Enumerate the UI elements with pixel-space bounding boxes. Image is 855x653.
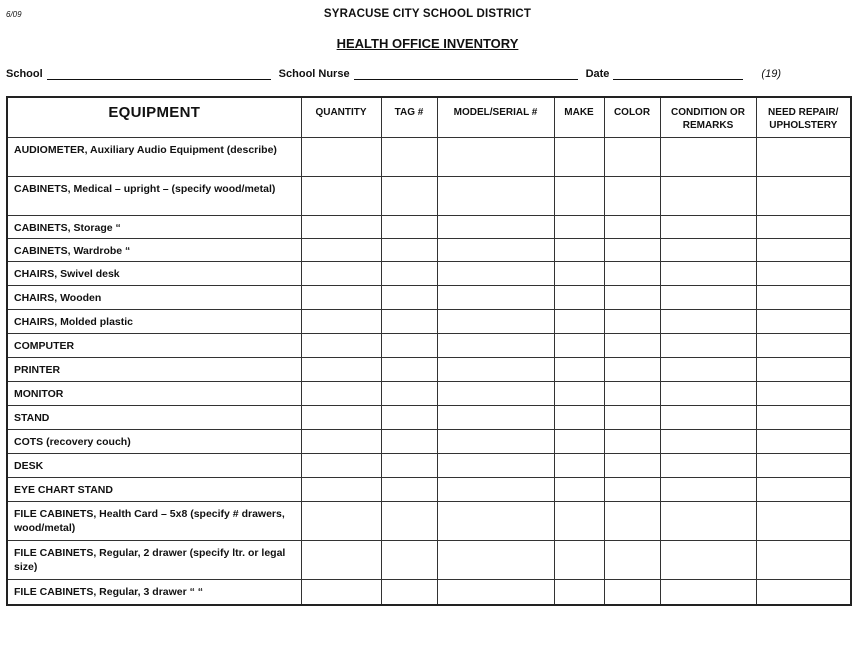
date-label: Date [585,68,610,80]
equipment-name: FILE CABINETS, Health Card – 5x8 (specify # drawers, wood/metal) [7,502,301,541]
model-serial-cell[interactable] [437,382,554,406]
model-serial-cell[interactable] [437,239,554,262]
condition-cell[interactable] [660,541,756,580]
equipment-name: CHAIRS, Wooden [7,286,301,310]
table-row [7,286,851,310]
need-repair-cell[interactable] [756,334,851,358]
color-cell[interactable] [604,310,660,334]
quantity-cell[interactable] [301,138,381,177]
make-cell[interactable] [554,406,604,430]
need-repair-cell[interactable] [756,239,851,262]
color-cell[interactable] [604,262,660,286]
quantity-cell[interactable] [301,310,381,334]
color-cell[interactable] [604,406,660,430]
table-row [7,382,851,406]
condition-cell[interactable] [660,382,756,406]
make-cell[interactable] [554,177,604,216]
color-cell[interactable] [604,430,660,454]
color-cell[interactable] [604,216,660,239]
model-serial-cell[interactable] [437,334,554,358]
model-serial-cell[interactable] [437,262,554,286]
table-row [7,541,851,580]
equipment-name: DESK [7,454,301,478]
make-cell[interactable] [554,286,604,310]
quantity-cell[interactable] [301,478,381,502]
equipment-name: CHAIRS, Swivel desk [7,262,301,286]
condition-cell[interactable] [660,334,756,358]
model-serial-cell[interactable] [437,216,554,239]
table-row [7,216,851,239]
model-serial-cell[interactable] [437,430,554,454]
tag-cell[interactable] [381,286,437,310]
need-repair-cell[interactable] [756,310,851,334]
equipment-name: CABINETS, Wardrobe “ [7,239,301,262]
quantity-cell[interactable] [301,541,381,580]
table-row [7,239,851,262]
column-header-tag: TAG # [381,97,437,138]
condition-cell[interactable] [660,406,756,430]
tag-cell[interactable] [381,334,437,358]
condition-cell[interactable] [660,580,756,606]
table-row [7,580,851,606]
make-cell[interactable] [554,138,604,177]
column-header-color: COLOR [604,97,660,138]
color-cell[interactable] [604,478,660,502]
equipment-name: COMPUTER [7,334,301,358]
make-cell[interactable] [554,334,604,358]
quantity-cell[interactable] [301,430,381,454]
model-serial-cell[interactable] [437,310,554,334]
quantity-cell[interactable] [301,177,381,216]
quantity-cell[interactable] [301,358,381,382]
quantity-cell[interactable] [301,334,381,358]
model-serial-cell[interactable] [437,454,554,478]
color-cell[interactable] [604,239,660,262]
quantity-cell[interactable] [301,502,381,541]
color-cell[interactable] [604,541,660,580]
quantity-cell[interactable] [301,286,381,310]
tag-cell[interactable] [381,239,437,262]
need-repair-cell[interactable] [756,454,851,478]
need-repair-cell[interactable] [756,541,851,580]
make-cell[interactable] [554,580,604,606]
model-serial-cell[interactable] [437,580,554,606]
tag-cell[interactable] [381,138,437,177]
make-cell[interactable] [554,216,604,239]
inventory-table [6,96,852,606]
quantity-cell[interactable] [301,406,381,430]
tag-cell[interactable] [381,541,437,580]
tag-cell[interactable] [381,216,437,239]
table-row [7,177,851,216]
quantity-cell[interactable] [301,454,381,478]
condition-cell[interactable] [660,177,756,216]
form-revision-date: 6/09 [6,10,22,19]
equipment-name: FILE CABINETS, Regular, 2 drawer (specify ltr. or legal size) [7,541,301,580]
tag-cell[interactable] [381,177,437,216]
condition-cell[interactable] [660,216,756,239]
equipment-name: CHAIRS, Molded plastic [7,310,301,334]
model-serial-cell[interactable] [437,541,554,580]
school-label: School [6,68,43,80]
table-row [7,358,851,382]
equipment-name: STAND [7,406,301,430]
column-header-make: MAKE [554,97,604,138]
quantity-cell[interactable] [301,580,381,606]
make-cell[interactable] [554,382,604,406]
need-repair-cell[interactable] [756,138,851,177]
condition-cell[interactable] [660,310,756,334]
tag-cell[interactable] [381,502,437,541]
tag-cell[interactable] [381,262,437,286]
equipment-name: AUDIOMETER, Auxiliary Audio Equipment (describe) [7,138,301,177]
school-field[interactable] [47,68,271,80]
school-nurse-label: School Nurse [278,68,350,80]
color-cell[interactable] [604,358,660,382]
condition-cell[interactable] [660,502,756,541]
make-cell[interactable] [554,430,604,454]
condition-cell[interactable] [660,286,756,310]
color-cell[interactable] [604,580,660,606]
model-serial-cell[interactable] [437,177,554,216]
tag-cell[interactable] [381,358,437,382]
column-header-equipment: EQUIPMENT [7,97,301,138]
make-cell[interactable] [554,262,604,286]
table-row [7,310,851,334]
date-field[interactable] [613,68,743,80]
condition-cell[interactable] [660,430,756,454]
need-repair-cell[interactable] [756,478,851,502]
column-header-condition: CONDITION OR REMARKS [660,97,756,138]
table-row [7,334,851,358]
make-cell[interactable] [554,358,604,382]
quantity-cell[interactable] [301,262,381,286]
need-repair-cell[interactable] [756,382,851,406]
color-cell[interactable] [604,382,660,406]
make-cell[interactable] [554,478,604,502]
table-row [7,454,851,478]
make-cell[interactable] [554,541,604,580]
color-cell[interactable] [604,334,660,358]
model-serial-cell[interactable] [437,286,554,310]
school-nurse-field[interactable] [354,68,578,80]
header-fields [6,68,781,80]
color-cell[interactable] [604,138,660,177]
color-cell[interactable] [604,502,660,541]
table-row [7,262,851,286]
color-cell[interactable] [604,286,660,310]
need-repair-cell[interactable] [756,286,851,310]
need-repair-cell[interactable] [756,580,851,606]
condition-cell[interactable] [660,454,756,478]
make-cell[interactable] [554,502,604,541]
table-row [7,502,851,541]
tag-cell[interactable] [381,406,437,430]
column-header-quantity: QUANTITY [301,97,381,138]
equipment-name: EYE CHART STAND [7,478,301,502]
need-repair-cell[interactable] [756,430,851,454]
form-title-text: HEALTH OFFICE INVENTORY [336,36,519,51]
need-repair-cell[interactable] [756,502,851,541]
model-serial-cell[interactable] [437,138,554,177]
equipment-name: CABINETS, Storage “ [7,216,301,239]
need-repair-cell[interactable] [756,406,851,430]
form-title [0,36,855,51]
condition-cell[interactable] [660,138,756,177]
column-header-need-repair: NEED REPAIR/ UPHOLSTERY [756,97,851,138]
table-row [7,430,851,454]
make-cell[interactable] [554,454,604,478]
condition-cell[interactable] [660,239,756,262]
equipment-name: COTS (recovery couch) [7,430,301,454]
condition-cell[interactable] [660,478,756,502]
tag-cell[interactable] [381,382,437,406]
year-label: (19) [761,68,781,80]
equipment-name: FILE CABINETS, Regular, 3 drawer “ “ [7,580,301,606]
tag-cell[interactable] [381,478,437,502]
column-header-model-serial: MODEL/SERIAL # [437,97,554,138]
need-repair-cell[interactable] [756,262,851,286]
model-serial-cell[interactable] [437,358,554,382]
model-serial-cell[interactable] [437,478,554,502]
tag-cell[interactable] [381,310,437,334]
model-serial-cell[interactable] [437,502,554,541]
model-serial-cell[interactable] [437,406,554,430]
need-repair-cell[interactable] [756,177,851,216]
color-cell[interactable] [604,177,660,216]
quantity-cell[interactable] [301,239,381,262]
quantity-cell[interactable] [301,216,381,239]
condition-cell[interactable] [660,358,756,382]
tag-cell[interactable] [381,580,437,606]
make-cell[interactable] [554,310,604,334]
condition-cell[interactable] [660,262,756,286]
table-row [7,138,851,177]
tag-cell[interactable] [381,454,437,478]
need-repair-cell[interactable] [756,358,851,382]
tag-cell[interactable] [381,430,437,454]
quantity-cell[interactable] [301,382,381,406]
equipment-name: PRINTER [7,358,301,382]
color-cell[interactable] [604,454,660,478]
table-row [7,478,851,502]
equipment-name: MONITOR [7,382,301,406]
need-repair-cell[interactable] [756,216,851,239]
equipment-name: CABINETS, Medical – upright – (specify wood/metal) [7,177,301,216]
table-header-row [7,97,851,138]
make-cell[interactable] [554,239,604,262]
district-name: SYRACUSE CITY SCHOOL DISTRICT [323,8,532,20]
table-row [7,406,851,430]
